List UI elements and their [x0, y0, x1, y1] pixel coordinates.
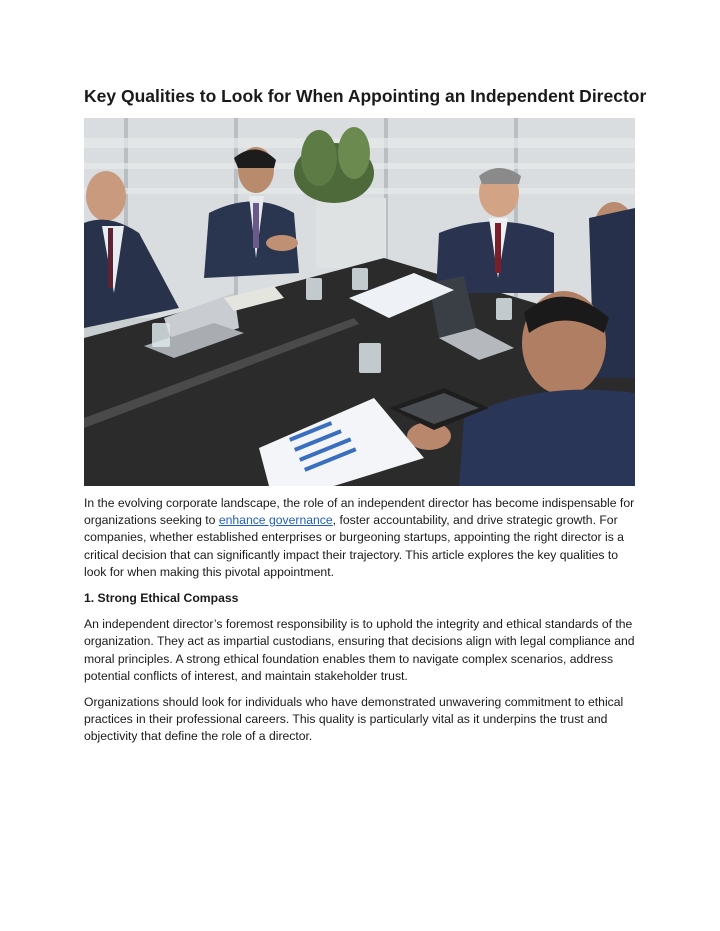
section-paragraph-2: Organizations should look for individuals who have demonstrated unwavering commitment to ethical practices in their professional careers. This quality is particularly vital as it underpins the trust and objectivity that define the role of a director. [84, 695, 624, 744]
enhance-governance-link[interactable]: enhance governance [218, 513, 333, 528]
section-paragraph-1: An independent director’s foremost responsibility is to uphold the integrity and ethical standards of the organization. They act as impartial custodians, ensuring that decisions align with legal compliance and moral principles. A strong ethical foundation enables them to navigate complex scenarios, address potential conflicts of interest, and maintain stakeholder trust. [84, 617, 635, 683]
intro-text-before-link: In the evolving corporate landscape, the role of an independent director has become indispensable for organizations seeking to [84, 496, 635, 528]
article-title: Key Qualities to Look for When Appointing an Independent Director [84, 86, 647, 106]
article-body [84, 495, 640, 755]
meeting-photo [84, 118, 635, 486]
section-heading: 1. Strong Ethical Compass [84, 591, 239, 606]
intro-text-after-link: , foster accountability, and drive strategic growth. For companies, whether established enterprises or burgeoning startups, appointing the right director is a critical decision that can significantly impact their trajectory. This article explores the key qualities to look for when making this pivotal appointment. [84, 513, 624, 579]
intro-paragraph [84, 495, 640, 581]
